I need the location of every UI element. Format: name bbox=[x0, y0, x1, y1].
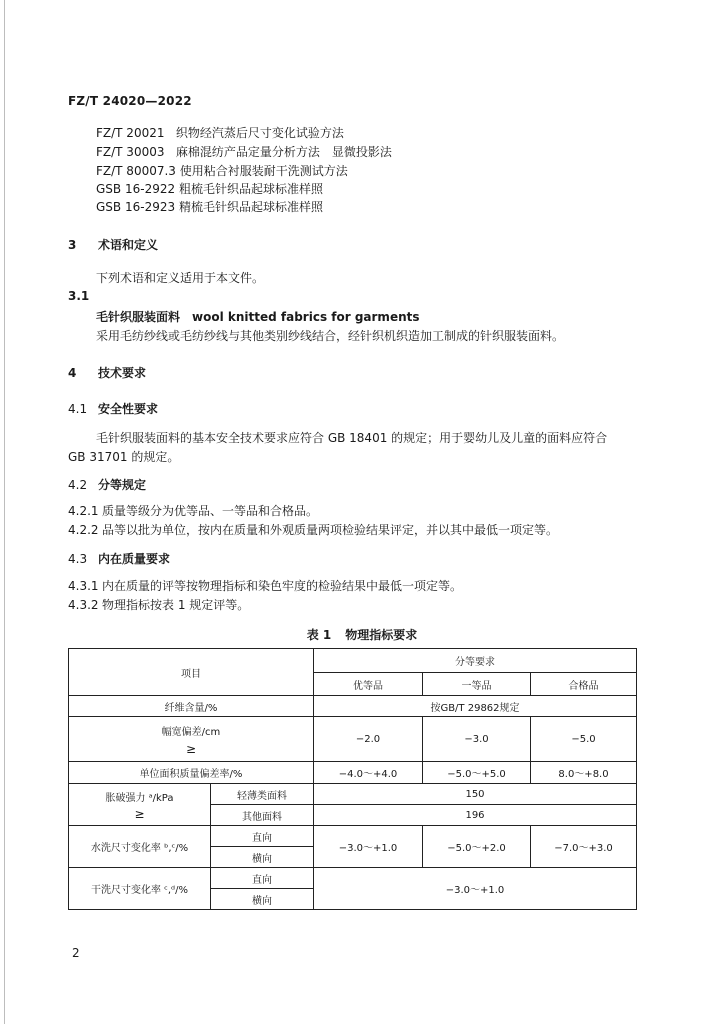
reference-code: FZ/T 80007.3 bbox=[96, 164, 176, 178]
row-label-wash: 水洗尺寸变化率 ᵇ,ᶜ/% bbox=[69, 826, 211, 868]
reference-item bbox=[96, 162, 348, 179]
reference-code: GSB 16-2922 bbox=[96, 182, 176, 196]
table-caption: 物理指标要求 bbox=[345, 628, 418, 642]
clause-number: 4.3.1 bbox=[68, 579, 99, 593]
cell-fiber-value: 按GB/T 29862规定 bbox=[314, 696, 637, 717]
header-item: 项目 bbox=[69, 649, 314, 696]
row-label-width bbox=[69, 717, 314, 762]
burst-sub-light: 轻薄类面料 bbox=[211, 784, 314, 805]
cell-mass-qualified: 8.0～+8.0 bbox=[531, 762, 637, 784]
clause-text: 内在质量的评等按物理指标和染色牢度的检验结果中最低一项定等。 bbox=[102, 579, 463, 593]
page-number: 2 bbox=[72, 946, 80, 960]
clause-number: 4.2.2 bbox=[68, 523, 99, 537]
section-title: 术语和定义 bbox=[98, 238, 159, 252]
burst-sub-other: 其他面料 bbox=[211, 805, 314, 826]
row-label-burst bbox=[69, 784, 211, 826]
table-header-row bbox=[69, 649, 637, 673]
table-row bbox=[69, 868, 637, 889]
section-3-intro: 下列术语和定义适用于本文件。 bbox=[96, 271, 265, 285]
section-4-2-heading bbox=[68, 476, 146, 493]
width-label-text: 幅宽偏差/cm bbox=[161, 726, 221, 738]
reference-item bbox=[96, 198, 323, 215]
section-title: 内在质量要求 bbox=[98, 552, 171, 566]
section-number: 4 bbox=[68, 366, 77, 380]
section-4-1-heading bbox=[68, 400, 158, 417]
reference-title: 精梳毛针织品起球标准样照 bbox=[178, 200, 323, 214]
burst-sign: ≥ bbox=[134, 806, 145, 821]
cell-width-qualified: −5.0 bbox=[531, 717, 637, 762]
section-4-heading bbox=[68, 364, 146, 381]
table-row bbox=[69, 826, 637, 847]
section-number: 4.3 bbox=[68, 552, 88, 566]
header-grade-superior: 优等品 bbox=[314, 673, 423, 696]
reference-code: GSB 16-2923 bbox=[96, 200, 176, 214]
reference-title: 麻棉混纺产品定量分析方法 显微投影法 bbox=[175, 145, 392, 159]
term-definition: 采用毛纺纱线或毛纺纱线与其他类别纱线结合，经针织机织造加工制成的针织服装面料。 bbox=[96, 329, 565, 343]
row-label-dry: 干洗尺寸变化率 ᶜ,ᵈ/% bbox=[69, 868, 211, 910]
clause-4-3-1 bbox=[68, 577, 462, 594]
table-1-title bbox=[0, 626, 724, 643]
safety-text-line1: 毛针织服装面料的基本安全技术要求应符合 GB 18401 的规定；用于婴幼儿及儿童的面料应符合 bbox=[96, 431, 608, 445]
section-3-heading bbox=[68, 236, 158, 253]
header-grade-first: 一等品 bbox=[423, 673, 531, 696]
clause-4-2-1 bbox=[68, 502, 318, 519]
burst-label-text: 胀破强力 ᵃ/kPa bbox=[105, 792, 174, 804]
physical-index-table bbox=[68, 648, 637, 910]
reference-code: FZ/T 20021 bbox=[96, 126, 165, 140]
reference-title: 使用粘合衬服装耐干洗测试方法 bbox=[179, 164, 348, 178]
wash-sub-lengthwise: 直向 bbox=[211, 826, 314, 847]
table-row bbox=[69, 696, 637, 717]
reference-item bbox=[96, 143, 392, 160]
section-number: 4.1 bbox=[68, 402, 88, 416]
cell-width-superior: −2.0 bbox=[314, 717, 423, 762]
term-english: wool knitted fabrics for garments bbox=[192, 310, 420, 324]
reference-item bbox=[96, 124, 344, 141]
cell-burst-other: 196 bbox=[314, 805, 637, 826]
reference-item bbox=[96, 180, 323, 197]
clause-text: 品等以批为单位，按内在质量和外观质量两项检验结果评定，并以其中最低一项定等。 bbox=[102, 523, 559, 537]
safety-text-line2: GB 31701 的规定。 bbox=[68, 450, 180, 464]
cell-burst-light: 150 bbox=[314, 784, 637, 805]
clause-text: 质量等级分为优等品、一等品和合格品。 bbox=[102, 504, 319, 518]
clause-number: 4.3.2 bbox=[68, 598, 99, 612]
reference-title: 织物经汽蒸后尺寸变化试验方法 bbox=[175, 126, 344, 140]
dry-sub-lengthwise: 直向 bbox=[211, 868, 314, 889]
cell-wash-superior: −3.0～+1.0 bbox=[314, 826, 423, 868]
reference-title: 粗梳毛针织品起球标准样照 bbox=[178, 182, 323, 196]
row-label-fiber: 纤维含量/% bbox=[69, 696, 314, 717]
clause-4-2-2 bbox=[68, 521, 558, 538]
cell-width-first: −3.0 bbox=[423, 717, 531, 762]
cell-dry-value: −3.0～+1.0 bbox=[314, 868, 637, 910]
section-title: 技术要求 bbox=[98, 366, 147, 380]
term-heading bbox=[96, 308, 420, 325]
clause-text: 物理指标按表 1 规定评等。 bbox=[102, 598, 250, 612]
clause-4-3-2 bbox=[68, 596, 249, 613]
dry-sub-widthwise: 横向 bbox=[211, 889, 314, 910]
section-title: 分等规定 bbox=[98, 478, 147, 492]
section-4-3-heading bbox=[68, 550, 170, 567]
cell-mass-superior: −4.0～+4.0 bbox=[314, 762, 423, 784]
table-row bbox=[69, 762, 637, 784]
width-sign: ≥ bbox=[185, 741, 197, 756]
clause-number: 4.2.1 bbox=[68, 504, 99, 518]
header-grade-qualified: 合格品 bbox=[531, 673, 637, 696]
section-number: 4.2 bbox=[68, 478, 88, 492]
section-number: 3 bbox=[68, 238, 77, 252]
reference-code: FZ/T 30003 bbox=[96, 145, 165, 159]
table-label: 表 1 bbox=[306, 628, 332, 642]
term-chinese: 毛针织服装面料 bbox=[96, 310, 181, 324]
cell-wash-first: −5.0～+2.0 bbox=[423, 826, 531, 868]
table-row bbox=[69, 717, 637, 762]
row-label-mass: 单位面积质量偏差率/% bbox=[69, 762, 314, 784]
page-left-edge bbox=[4, 0, 5, 1024]
table-row bbox=[69, 784, 637, 805]
wash-sub-widthwise: 横向 bbox=[211, 847, 314, 868]
standard-id-header: FZ/T 24020—2022 bbox=[68, 94, 192, 108]
cell-wash-qualified: −7.0～+3.0 bbox=[531, 826, 637, 868]
cell-mass-first: −5.0～+5.0 bbox=[423, 762, 531, 784]
section-title: 安全性要求 bbox=[98, 402, 159, 416]
header-grade-requirement: 分等要求 bbox=[314, 649, 637, 673]
term-number: 3.1 bbox=[68, 289, 90, 303]
